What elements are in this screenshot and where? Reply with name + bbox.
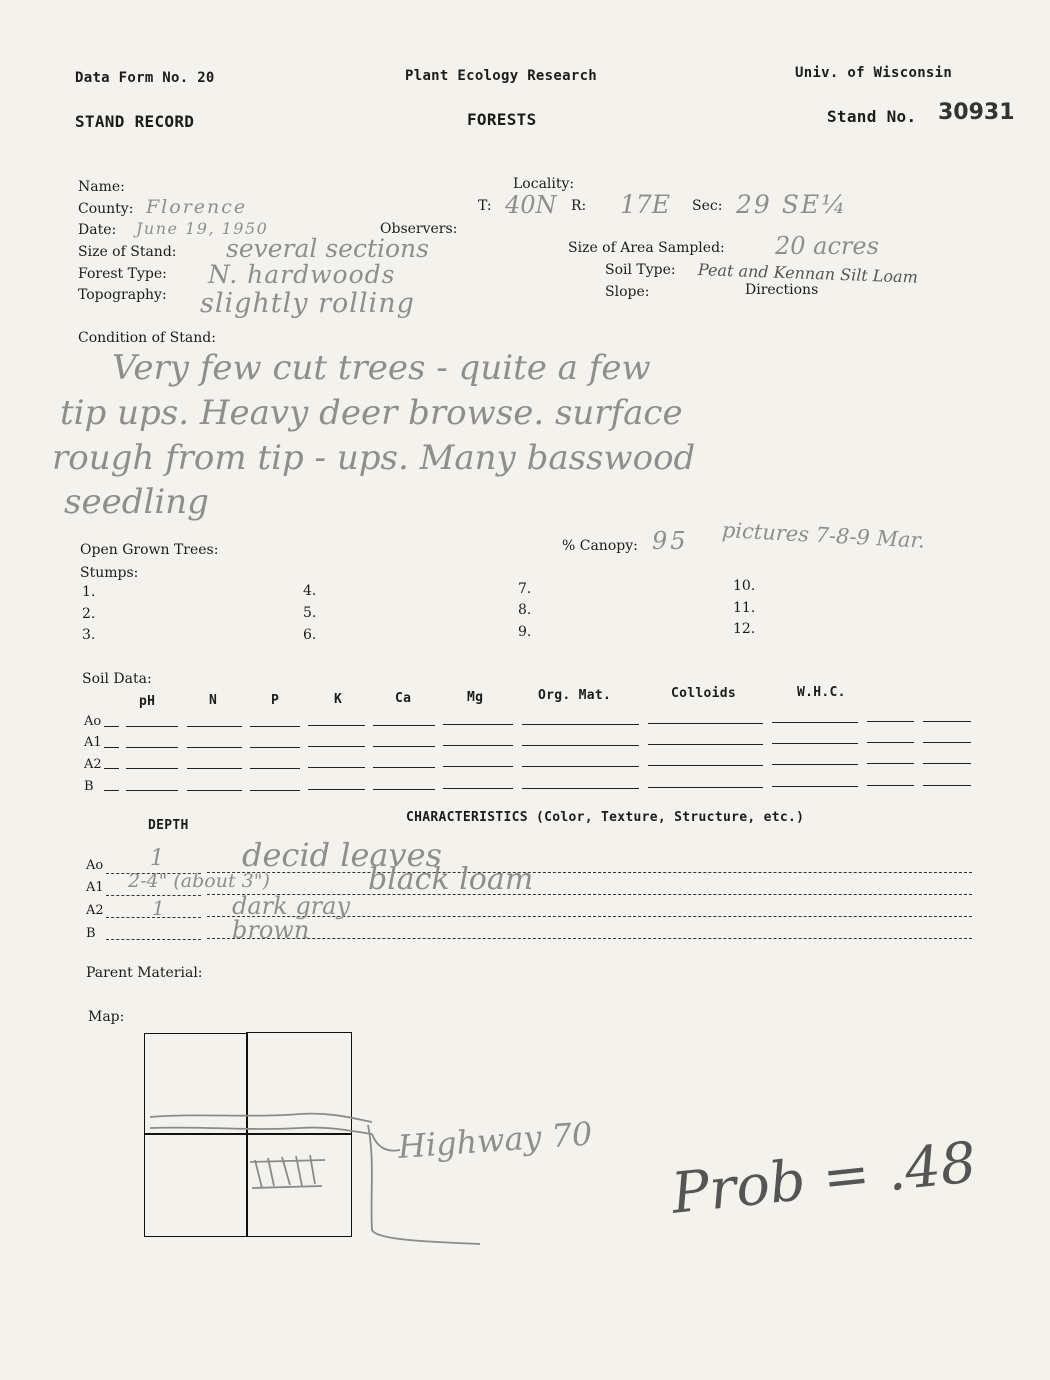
soil-type-value: Peat and Kennan Silt Loam — [697, 260, 919, 287]
stand-number: 30931 — [938, 100, 1015, 125]
county-value: Florence — [146, 196, 248, 218]
soil-col-orgmat: Org. Mat. — [538, 688, 612, 703]
open-grown-label: Open Grown Trees: — [80, 542, 219, 558]
probability-note: Prob = .48 — [668, 1130, 980, 1227]
stump-8: 8. — [518, 602, 532, 618]
category-title: FORESTS — [467, 110, 537, 129]
canopy-label: % Canopy: — [562, 538, 638, 554]
horizon-desc-ao: decid leaves — [242, 836, 442, 874]
size-area-label: Size of Area Sampled: — [568, 240, 725, 256]
size-stand-label: Size of Stand: — [78, 244, 177, 260]
section-label: Sec: — [692, 198, 723, 214]
horizon-label-b: B — [86, 926, 96, 941]
condition-line-1: Very few cut trees - quite a few — [112, 348, 651, 388]
soil-row-a2: A2 — [84, 757, 102, 772]
map-highway-note: Highway 70 — [396, 1114, 594, 1166]
horizon-depth-a1: 2-4" (about 3") — [128, 870, 270, 892]
soil-col-p: P — [271, 693, 280, 708]
condition-line-3: rough from tip - ups. Many basswood — [52, 438, 696, 478]
soil-row-ao: Ao — [84, 714, 102, 729]
horizon-desc-a1: black loam — [368, 862, 534, 897]
condition-line-2: tip ups. Heavy deer browse. surface — [60, 393, 683, 433]
org-name: Plant Ecology Research — [405, 68, 598, 84]
forest-type-label: Forest Type: — [78, 266, 167, 282]
soil-col-n: N — [209, 693, 218, 708]
depth-header: DEPTH — [148, 818, 189, 833]
size-area-value: 20 acres — [775, 232, 879, 260]
record-title: STAND RECORD — [75, 112, 195, 131]
stump-3: 3. — [82, 627, 96, 643]
date-value: June 19, 1950 — [136, 219, 269, 238]
stump-9: 9. — [518, 624, 532, 640]
soil-col-mg: Mg — [467, 690, 484, 705]
stump-7: 7. — [518, 581, 532, 597]
name-label: Name: — [78, 179, 125, 195]
stump-11: 11. — [733, 600, 756, 616]
parent-material-label: Parent Material: — [86, 965, 203, 981]
stump-6: 6. — [303, 627, 317, 643]
horizon-depth-a2: 1 — [152, 896, 165, 920]
canopy-note: pictures 7-8-9 Mar. — [721, 518, 926, 553]
horizon-label-a1: A1 — [86, 880, 104, 895]
township-value: 40N — [505, 191, 557, 219]
soil-row-a1: A1 — [84, 735, 102, 750]
county-label: County: — [78, 201, 134, 217]
stump-10: 10. — [733, 578, 756, 594]
forest-type-value: N. hardwoods — [208, 260, 396, 289]
soil-data-label: Soil Data: — [82, 671, 152, 687]
characteristics-header: CHARACTERISTICS (Color, Texture, Structure, etc.) — [406, 810, 805, 825]
horizon-depth-ao: 1 — [150, 846, 164, 871]
soil-col-whc: W.H.C. — [797, 685, 846, 700]
horizon-desc-a2: dark gray — [232, 892, 351, 920]
range-label: R: — [571, 198, 587, 214]
stump-1: 1. — [82, 584, 96, 600]
topography-label: Topography: — [78, 287, 167, 303]
range-value: 17E — [620, 190, 671, 219]
form-number: Data Form No. 20 — [75, 70, 215, 86]
observers-label: Observers: — [380, 221, 458, 237]
township-label: T: — [478, 198, 492, 214]
stump-2: 2. — [82, 606, 96, 622]
stump-4: 4. — [303, 583, 317, 599]
slope-label: Slope: — [605, 284, 650, 300]
canopy-value: 95 — [652, 527, 689, 555]
section-value: 29 SE¼ — [736, 190, 848, 219]
horizon-desc-b: brown — [232, 916, 310, 944]
stumps-label: Stumps: — [80, 565, 139, 581]
soil-col-ph: pH — [139, 694, 156, 709]
stump-5: 5. — [303, 605, 317, 621]
directions-label: Directions — [745, 282, 819, 298]
soil-row-b: B — [84, 779, 94, 794]
locality-label: Locality: — [513, 176, 575, 192]
map-label: Map: — [88, 1009, 125, 1025]
university-name: Univ. of Wisconsin — [795, 65, 953, 81]
horizon-label-ao: Ao — [86, 858, 104, 873]
soil-type-label: Soil Type: — [605, 262, 676, 278]
stump-12: 12. — [733, 621, 756, 637]
soil-col-colloids: Colloids — [671, 686, 737, 701]
horizon-label-a2: A2 — [86, 903, 104, 918]
soil-col-ca: Ca — [395, 691, 412, 706]
topography-value: slightly rolling — [200, 288, 415, 319]
condition-label: Condition of Stand: — [78, 330, 216, 346]
soil-col-k: K — [334, 692, 343, 707]
size-stand-value: several sections — [226, 234, 429, 263]
condition-line-4: seedling — [64, 482, 209, 522]
stand-label: Stand No. — [827, 107, 917, 126]
date-label: Date: — [78, 222, 117, 238]
